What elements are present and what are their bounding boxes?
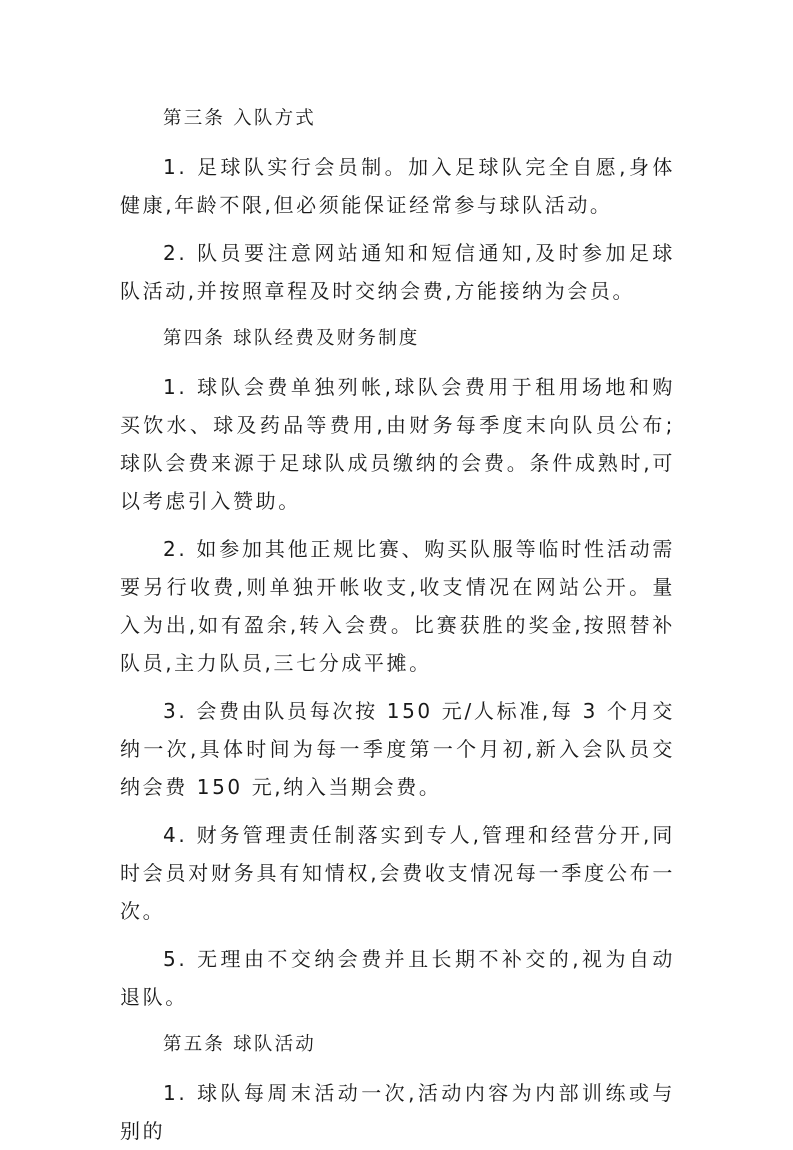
paragraph-article-3-item-1: 1. 足球队实行会员制。加入足球队完全自愿,身体健康,年龄不限,但必须能保证经常参与球队活动。 xyxy=(120,155,675,217)
paragraph-article-4-item-4: 4. 财务管理责任制落实到专人,管理和经营分开,同时会员对财务具有知情权,会费收支情况每一季度公布一次。 xyxy=(120,823,675,923)
section-heading-article-4: 第四条 球队经费及财务制度 xyxy=(163,328,420,349)
paragraph-article-3-item-2: 2. 队员要注意网站通知和短信通知,及时参加足球队活动,并按照章程及时交纳会费,方能接纳为会员。 xyxy=(120,241,675,303)
paragraph-article-4-item-2: 2. 如参加其他正规比赛、购买队服等临时性活动需要另行收费,则单独开帐收支,收支情况在网站公开。量入为出,如有盈余,转入会费。比赛获胜的奖金,按照替补队员,主力队员,三七分成平摊。 xyxy=(120,537,675,675)
section-heading-article-3: 第三条 入队方式 xyxy=(163,108,316,129)
paragraph-article-4-item-3: 3. 会费由队员每次按 150 元/人标准,每 3 个月交纳一次,具体时间为每一季度第一个月初,新入会队员交纳会费 150 元,纳入当期会费。 xyxy=(120,699,675,799)
section-heading-article-5: 第五条 球队活动 xyxy=(163,1034,316,1055)
document-body xyxy=(120,100,675,1150)
paragraph-article-5-item-1: 1. 球队每周末活动一次,活动内容为内部训练或与别的 xyxy=(120,1081,675,1143)
paragraph-article-4-item-1: 1. 球队会费单独列帐,球队会费用于租用场地和购买饮水、球及药品等费用,由财务每季度末向队员公布;球队会费来源于足球队成员缴纳的会费。条件成熟时,可以考虑引入赞助。 xyxy=(120,375,675,513)
paragraph-article-4-item-5: 5. 无理由不交纳会费并且长期不补交的,视为自动退队。 xyxy=(120,947,675,1009)
